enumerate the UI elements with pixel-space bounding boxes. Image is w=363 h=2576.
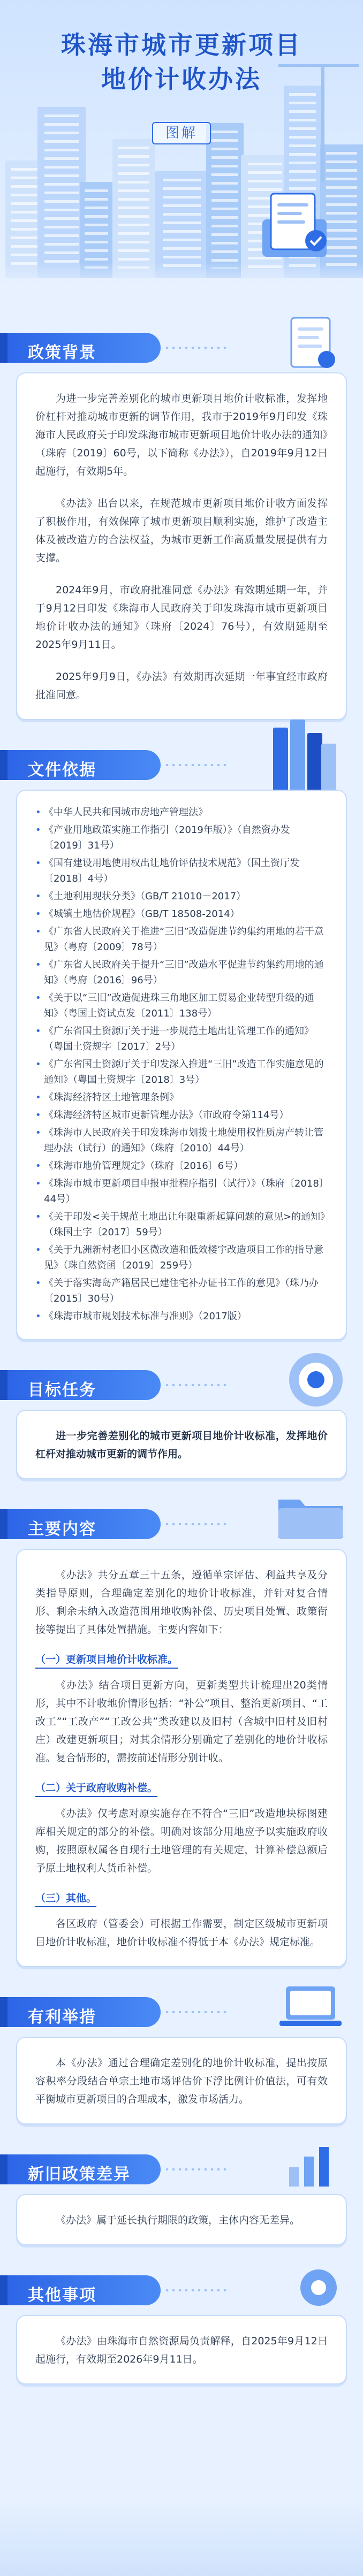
paragraph: 《办法》由珠海市自然资源局负责解释，自2025年9月12日起施行，有效期至2026年9月11日。 <box>35 2335 328 2365</box>
paragraph: 《办法》属于延长执行期限的政策，主体内容无差异。 <box>56 2214 300 2226</box>
building-graphic <box>37 107 86 278</box>
law-list-item: • 《土地利用现状分类》（GB/T 21010－2017） <box>35 889 328 904</box>
section-other-matters <box>0 2264 363 2365</box>
section-title: 有利举措 <box>28 2008 96 2027</box>
law-list-item: • 《中华人民共和国城市房地产管理法》 <box>35 805 328 820</box>
target-icon <box>284 1348 348 1412</box>
content-card <box>16 2037 347 2124</box>
subheading: （二）关于政府收购补偿。 <box>35 1780 157 1797</box>
section-title: 新旧政策差异 <box>28 2165 131 2184</box>
section-document-basis <box>0 738 363 1322</box>
paragraph: 各区政府（管委会）可根据工作需要，制定区级城市更新项目地价计收标准，地价计收标准不得低于本《办法》规定标准。 <box>35 1918 328 1948</box>
law-list-item: • 《广东省人民政府关于推进“三旧”改造促进节约集约用地的若干意见》（粤府〔2009〕78号） <box>35 924 328 955</box>
content-card <box>16 372 347 720</box>
document-icon <box>278 310 343 374</box>
law-list-item: • 《珠海经济特区城市更新管理办法》（市政府令第114号） <box>35 1107 328 1123</box>
hero-title-line2: 地价计收办法 <box>101 65 262 94</box>
law-list-item: • 《产业用地政策实施工作指引（2019年版）》（自然资办发〔2019〕31号） <box>35 822 328 853</box>
paragraph: 为进一步完善差别化的城市更新项目地价计收标准，发挥地价杠杆对推动城市更新的调节作用，我市于2019年9月印发《珠海市人民政府关于印发珠海市城市更新项目地价计收办法的通知》（珠府〔2019〕60号，以下简称《办法》），自2019年9月12日起施行，有效期5年。 <box>35 393 328 477</box>
subheading: （三）其他。 <box>35 1890 96 1907</box>
dots-decoration <box>164 1523 228 1525</box>
law-list-item: • 《关于落实海岛产籍居民已建住宅补办证书工作的意见》（珠乃办〔2015〕30号） <box>35 1275 328 1306</box>
chart-icon <box>278 2135 348 2194</box>
footer-decoration <box>0 2501 363 2576</box>
section-goals <box>0 1358 363 1460</box>
section-policy-differences <box>0 2143 363 2226</box>
goal-text: 进一步完善差别化的城市更新项目地价计收标准，发挥地价杠杆对推动城市更新的调节作用。 <box>35 1430 328 1460</box>
section-title: 其他事项 <box>28 2286 96 2305</box>
paragraph: 《办法》出台以来，在规范城市更新项目地价计收方面发挥了积极作用，有效保障了城市更新项目顺利实施，维护了改造主体及被改造方的合法权益，为城市更新工作高质量发展提供有力支撑。 <box>35 498 328 564</box>
dots-decoration <box>164 1384 228 1386</box>
books-icon <box>268 717 337 797</box>
law-list-item: • 《关于九洲新村老旧小区微改造和低效楼宇改造项目工作的指导意见》（珠自然资函〔2019〕259号） <box>35 1242 328 1273</box>
intro-paragraph: 《办法》共分五章三十五条，遵循单宗评估、利益共享及分类指导原则，合理确定差别化的地价计收标准，并针对复合情形、剩余未纳入改造范围用地收购补偿、历史项目处置、政策衔接等提出了具体处置措施。主要内容如下： <box>35 1569 328 1635</box>
gear-icon <box>289 2258 348 2317</box>
law-list-item: • 《珠海经济特区土地管理条例》 <box>35 1090 328 1105</box>
dots-decoration <box>164 2168 228 2170</box>
law-list-item: • 《珠海市城市规划技术标准与准则》（2017版） <box>35 1309 328 1324</box>
dots-decoration <box>164 764 228 766</box>
paragraph: 2024年9月，市政府批准同意《办法》有效期延期一年，并于9月12日印发《珠海市人民政府关于印发珠海市城市更新项目地价计收办法的通知》（珠府〔2024〕76号），有效期延期至2025年9月11日。 <box>35 584 328 651</box>
section-title: 目标任务 <box>28 1381 96 1400</box>
hero-banner <box>0 0 363 300</box>
hero-title-line1: 珠海市城市更新项目 <box>61 30 302 59</box>
section-title: 文件依据 <box>28 761 96 779</box>
dots-decoration <box>164 2289 228 2291</box>
paragraph: 《办法》仅考虑对原实施存在不符合“三旧”改造地块标图建库相关规定的部分的补偿。明确对该部分用地应予以实施政府收购，按照原权属各自现行土地管理的有关规定，计算补偿总额后予原土地权利人货币补偿。 <box>35 1808 328 1874</box>
section-policy-background <box>0 321 363 701</box>
dots-decoration <box>164 2011 228 2013</box>
content-card <box>16 2194 347 2245</box>
paragraph: 本《办法》通过合理确定差别化的地价计收标准，提出按原容积率分段结合单宗土地市场评估价下浮比例计价值法，可有效平衡城市更新项目的合理成本，激发市场活力。 <box>35 2057 328 2105</box>
section-main-content <box>0 1497 363 1948</box>
illustrated-badge: 图解 <box>152 122 211 144</box>
law-list-item: • 《珠海市城市更新项目申报审批程序指引（试行）》（珠府〔2018〕44号） <box>35 1176 328 1207</box>
law-list-item: • 《关于以“三旧”改造促进珠三角地区加工贸易企业转型升级的通知》（粤国土资试点发〔2011〕138号） <box>35 990 328 1021</box>
subheading: （一）更新项目地价计收标准。 <box>35 1652 178 1669</box>
section-favorable-measures <box>0 1985 363 2105</box>
law-list-item: • 《广东省人民政府关于提升“三旧”改造水平促进节约集约用地的通知》（粤府〔2016〕96号） <box>35 957 328 988</box>
law-list-item: • 《城镇土地估价规程》（GB/T 18508-2014） <box>35 906 328 922</box>
law-list-item: • 《珠海市地价管理规定》（珠府〔2016〕6号） <box>35 1158 328 1174</box>
paragraph: 2025年9月9日，《办法》有效期再次延期一年事宜经市政府批准同意。 <box>35 671 328 701</box>
content-card <box>16 1410 347 1479</box>
hero-title <box>0 28 363 96</box>
content-card <box>16 2315 347 2384</box>
building-graphic <box>206 123 244 278</box>
laptop-icon <box>273 1978 348 2037</box>
building-graphic <box>112 139 155 278</box>
law-list-item: • 《国有建设用地使用权出让地价评估技术规范》（国土资厅发〔2018〕4号） <box>35 855 328 886</box>
content-card <box>16 1549 347 1967</box>
law-list-item: • 《珠海市人民政府关于印发珠海市划拨土地使用权性质房产转让管理办法（试行）的通知》（珠府〔2010〕44号） <box>35 1125 328 1156</box>
hero-ground <box>0 262 363 300</box>
law-list-item: • 《广东省国土资源厅关于印发深入推进“三旧”改造工作实施意见的通知》（粤国土资规字〔2018〕3号） <box>35 1057 328 1088</box>
tablet-document-icon <box>252 187 337 267</box>
paragraph: 《办法》结合项目更新方向，更新类型共计梳理出20类情形，其中不计收地价情形包括：“补公”项目、整治更新项目、“工改工”“工改产”“工改公共”类改建以及旧村（含城中旧村及旧村庄）改建更新项目；对其余情形分别确定了差别化的地价计收标准。复合情形的，需按前述情形分别计收。 <box>35 1679 328 1764</box>
folder-icon <box>273 1487 348 1546</box>
section-title: 主要内容 <box>28 1520 96 1539</box>
law-list-item: • 《关于印发<关于规范土地出让年限重新起算问题的意见>的通知》（珠国土字〔2017〕59号） <box>35 1209 328 1240</box>
dots-decoration <box>164 347 228 349</box>
content-card <box>16 790 347 1340</box>
section-title: 政策背景 <box>28 343 96 362</box>
law-list-item: • 《广东省国土资源厅关于进一步规范土地出让管理工作的通知》（粤国土资规字〔2017〕2号） <box>35 1023 328 1054</box>
